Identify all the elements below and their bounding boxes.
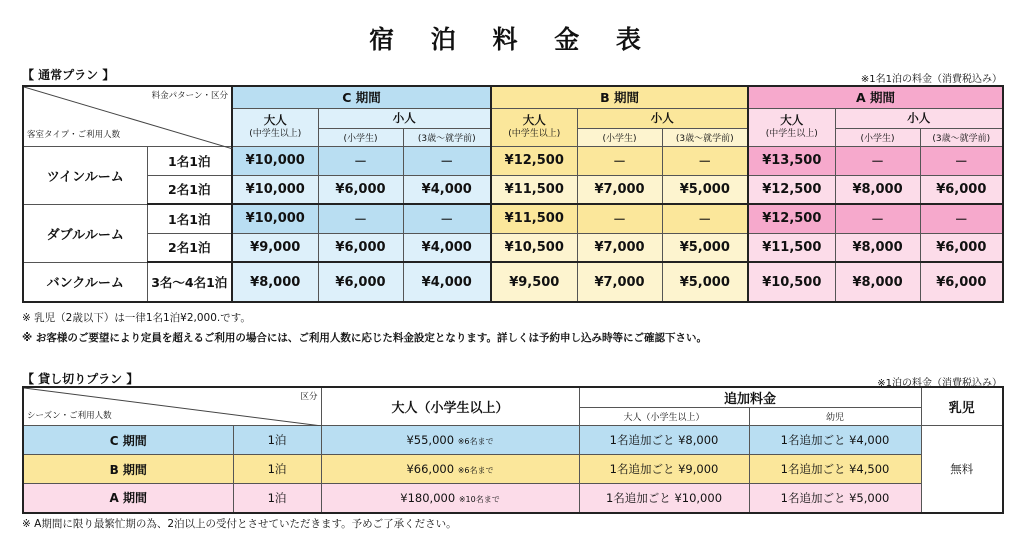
price-cell: ¥11,500	[491, 204, 577, 233]
price-cell: ¥7,000	[577, 233, 662, 262]
price-cell: ¥5,000	[662, 233, 748, 262]
extra-child-header: 幼児	[749, 408, 921, 426]
price-cell: ¥10,500	[491, 233, 577, 262]
season-a: A 期間	[23, 484, 233, 513]
c-adult-header	[232, 108, 318, 146]
stay-label: 1泊	[233, 455, 321, 484]
extra-adult-cell: 1名追加ごと ¥10,000	[579, 484, 749, 513]
table-row	[23, 204, 1003, 233]
b-adult-label: 大人	[522, 113, 546, 127]
period-c-header: C 期間	[232, 86, 491, 108]
regular-plan-tax-note: ※1名1泊の料金（消費税込み）	[860, 74, 1002, 85]
price-cell: ¥6,000	[920, 175, 1003, 204]
adult-price-header: 大人（小学生以上）	[321, 387, 579, 426]
price-cell: ¥11,500	[491, 175, 577, 204]
price-cell: ¥8,000	[835, 233, 920, 262]
b-child-elementary-header: (小学生)	[577, 128, 662, 146]
a-adult-sub-label: (中学生以上)	[765, 129, 818, 139]
price-cell: ¥6,000	[318, 233, 403, 262]
price-cell: ¥12,500	[748, 175, 835, 204]
price-cell: ¥10,000	[232, 204, 318, 233]
a-adult-label: 大人	[780, 113, 804, 127]
room-type-twin: ツインルーム	[23, 146, 147, 204]
table-corner-header	[23, 86, 232, 146]
price-cell: ¥11,500	[748, 233, 835, 262]
room-type-bunk: バンクルーム	[23, 262, 147, 302]
price-cell: ¥4,000	[403, 175, 491, 204]
corner-top-label: 区分	[300, 392, 318, 402]
charter-plan-label: 【 貸し切りプラン 】	[22, 372, 139, 386]
corner-bottom-label: シーズン・ご利用人数	[27, 411, 112, 421]
a-child-header: 小人	[835, 108, 1003, 128]
price-cell: ¥4,000	[403, 233, 491, 262]
price-cell: ¥9,500	[491, 262, 577, 302]
charter-price-cell	[321, 484, 579, 513]
price-cell: ¥10,000	[232, 146, 318, 175]
c-adult-label: 大人	[263, 113, 287, 127]
stay-label: 1名1泊	[147, 204, 232, 233]
infant-note: ※ 乳児（2歳以下）は一律1名1泊¥2,000.です。	[22, 312, 251, 324]
table-row	[23, 175, 1003, 204]
extra-child-cell: 1名追加ごと ¥5,000	[749, 484, 921, 513]
infant-header: 乳児	[921, 387, 1003, 426]
price-cell: ¥13,500	[748, 146, 835, 175]
price-cell: ¥7,000	[577, 262, 662, 302]
price-cell: －	[662, 204, 748, 233]
table-row	[23, 146, 1003, 175]
regular-plan-table	[22, 85, 1004, 303]
price-cell: －	[318, 146, 403, 175]
extra-fee-header: 追加料金	[579, 387, 921, 408]
price-cell: －	[662, 146, 748, 175]
extra-adult-cell: 1名追加ごと ¥9,000	[579, 455, 749, 484]
period-a-header: A 期間	[748, 86, 1003, 108]
c-adult-sub-label: (中学生以上)	[249, 129, 302, 139]
stay-label: 2名1泊	[147, 233, 232, 262]
page-title: 宿 泊 料 金 表	[369, 25, 655, 54]
extra-child-cell: 1名追加ごと ¥4,000	[749, 426, 921, 455]
price-cell: ¥6,000	[318, 175, 403, 204]
price-cell: ¥8,000	[835, 262, 920, 302]
b-child-preschool-header: (3歳～就学前)	[662, 128, 748, 146]
charter-price-cell	[321, 455, 579, 484]
price-cell: ¥4,000	[403, 262, 491, 302]
infant-free-cell: 無料	[921, 426, 1003, 513]
c-child-elementary-header: (小学生)	[318, 128, 403, 146]
a-child-elementary-header: (小学生)	[835, 128, 920, 146]
table-row	[23, 455, 1003, 484]
price-cell: －	[920, 204, 1003, 233]
price-cell: ¥7,000	[577, 175, 662, 204]
price-cell: ¥10,500	[748, 262, 835, 302]
c-child-preschool-header: (3歳～就学前)	[403, 128, 491, 146]
capacity-limit: ※6名まで	[457, 466, 494, 475]
price-cell: －	[403, 204, 491, 233]
price-cell: ¥12,500	[748, 204, 835, 233]
charter-price: ¥66,000	[406, 462, 455, 476]
capacity-note: ※ お客様のご要望により定員を超えるご利用の場合には、ご利用人数に応じた料金設定となります。詳しくは予約申し込み時等にご確認下さい。	[22, 332, 708, 344]
price-cell: －	[835, 146, 920, 175]
charter-plan-tax-note: ※1泊の料金（消費税込み）	[877, 378, 1002, 389]
extra-adult-header: 大人（小学生以上）	[579, 408, 749, 426]
c-child-header: 小人	[318, 108, 491, 128]
price-cell: －	[577, 204, 662, 233]
price-cell: ¥6,000	[920, 262, 1003, 302]
stay-label: 1名1泊	[147, 146, 232, 175]
price-cell: ¥6,000	[920, 233, 1003, 262]
charter-price-cell	[321, 426, 579, 455]
table-row	[23, 484, 1003, 513]
price-cell: ¥5,000	[662, 175, 748, 204]
price-cell: －	[920, 146, 1003, 175]
price-cell: ¥8,000	[232, 262, 318, 302]
price-cell: ¥6,000	[318, 262, 403, 302]
price-cell: －	[577, 146, 662, 175]
stay-label: 2名1泊	[147, 175, 232, 204]
capacity-limit: ※6名まで	[457, 437, 494, 446]
extra-adult-cell: 1名追加ごと ¥8,000	[579, 426, 749, 455]
price-cell: ¥5,000	[662, 262, 748, 302]
charter-price: ¥180,000	[400, 490, 456, 505]
season-b: B 期間	[23, 455, 233, 484]
b-child-header: 小人	[577, 108, 748, 128]
regular-plan-label: 【 通常プラン 】	[22, 68, 115, 82]
corner-top-label: 料金パターン・区分	[151, 91, 228, 101]
price-cell: －	[835, 204, 920, 233]
period-b-header: B 期間	[491, 86, 748, 108]
stay-label: 1泊	[233, 426, 321, 455]
a-child-preschool-header: (3歳～就学前)	[920, 128, 1003, 146]
charter-price: ¥55,000	[406, 433, 455, 447]
table-row	[23, 233, 1003, 262]
table-row	[23, 426, 1003, 455]
price-cell: ¥12,500	[491, 146, 577, 175]
b-adult-sub-label: (中学生以上)	[508, 129, 561, 139]
price-cell: －	[318, 204, 403, 233]
capacity-limit: ※10名まで	[458, 494, 500, 504]
b-adult-header	[491, 108, 577, 146]
table-corner-header	[23, 387, 321, 426]
stay-label: 1泊	[233, 484, 321, 513]
charter-plan-table	[22, 386, 1004, 514]
price-cell: ¥10,000	[232, 175, 318, 204]
stay-label: 3名～4名1泊	[147, 262, 232, 302]
extra-child-cell: 1名追加ごと ¥4,500	[749, 455, 921, 484]
table-row	[23, 262, 1003, 302]
corner-bottom-label: 客室タイプ・ご利用人数	[27, 129, 121, 140]
price-cell: ¥8,000	[835, 175, 920, 204]
room-type-double: ダブルルーム	[23, 204, 147, 262]
season-c: C 期間	[23, 426, 233, 455]
a-period-note: ※ A期間に限り最繁忙期の為、2泊以上の受付とさせていただきます。予めご了承ください。	[22, 518, 457, 530]
price-cell: －	[403, 146, 491, 175]
price-cell: ¥9,000	[232, 233, 318, 262]
a-adult-header	[748, 108, 835, 146]
